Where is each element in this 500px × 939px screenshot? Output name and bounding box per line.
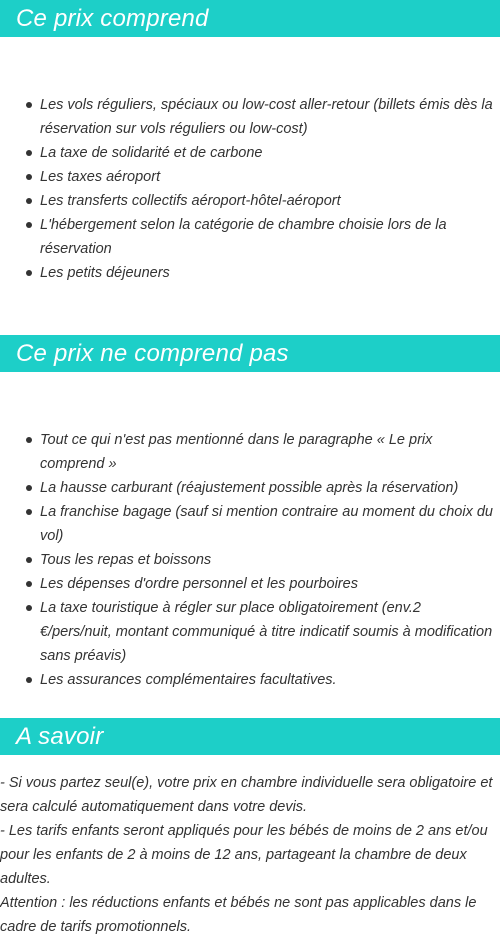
info-section-header: [0, 718, 500, 755]
includes-list-item: L'hébergement selon la catégorie de chambre choisie lors de la réservation: [0, 213, 500, 261]
info-paragraph: - Si vous partez seul(e), votre prix en chambre individuelle sera obligatoire et sera calculé automatiquement dans votre devis.: [0, 775, 493, 815]
excludes-list-item: La taxe touristique à régler sur place obligatoirement (env.2 €/pers/nuit, montant communiqué à titre indicatif soumis à modification sans préavis): [0, 596, 500, 668]
info-paragraph: - Les tarifs enfants seront appliqués pour les bébés de moins de 2 ans et/ou pour les enfants de 2 à moins de 12 ans, partageant la chambre de deux adultes.: [0, 823, 488, 887]
excludes-list-item: Tous les repas et boissons: [0, 548, 500, 572]
excludes-list: [0, 428, 500, 692]
excludes-section-title: Ce prix ne comprend pas: [16, 339, 289, 367]
excludes-list-item: Les dépenses d'ordre personnel et les pourboires: [0, 572, 500, 596]
includes-list-item: Les vols réguliers, spéciaux ou low-cost aller-retour (billets émis dès la réservation sur vols réguliers ou low-cost): [0, 93, 500, 141]
includes-list-item: La taxe de solidarité et de carbone: [0, 141, 500, 165]
excludes-list-item: Les assurances complémentaires facultatives.: [0, 668, 500, 692]
includes-section-header: [0, 0, 500, 37]
excludes-list-item: Tout ce qui n'est pas mentionné dans le paragraphe « Le prix comprend »: [0, 428, 500, 476]
excludes-section-header: [0, 335, 500, 372]
includes-list: [0, 93, 500, 285]
excludes-list-item: La hausse carburant (réajustement possible après la réservation): [0, 476, 500, 500]
info-section-title: A savoir: [16, 722, 104, 750]
excludes-list-item: La franchise bagage (sauf si mention contraire au moment du choix du vol): [0, 500, 500, 548]
info-text-block: [0, 771, 500, 939]
includes-list-item: Les taxes aéroport: [0, 165, 500, 189]
includes-section-title: Ce prix comprend: [16, 4, 209, 32]
includes-list-item: Les petits déjeuners: [0, 261, 500, 285]
info-paragraph: Attention : les réductions enfants et bébés ne sont pas applicables dans le cadre de tarifs promotionnels.: [0, 895, 477, 935]
includes-list-item: Les transferts collectifs aéroport-hôtel-aéroport: [0, 189, 500, 213]
